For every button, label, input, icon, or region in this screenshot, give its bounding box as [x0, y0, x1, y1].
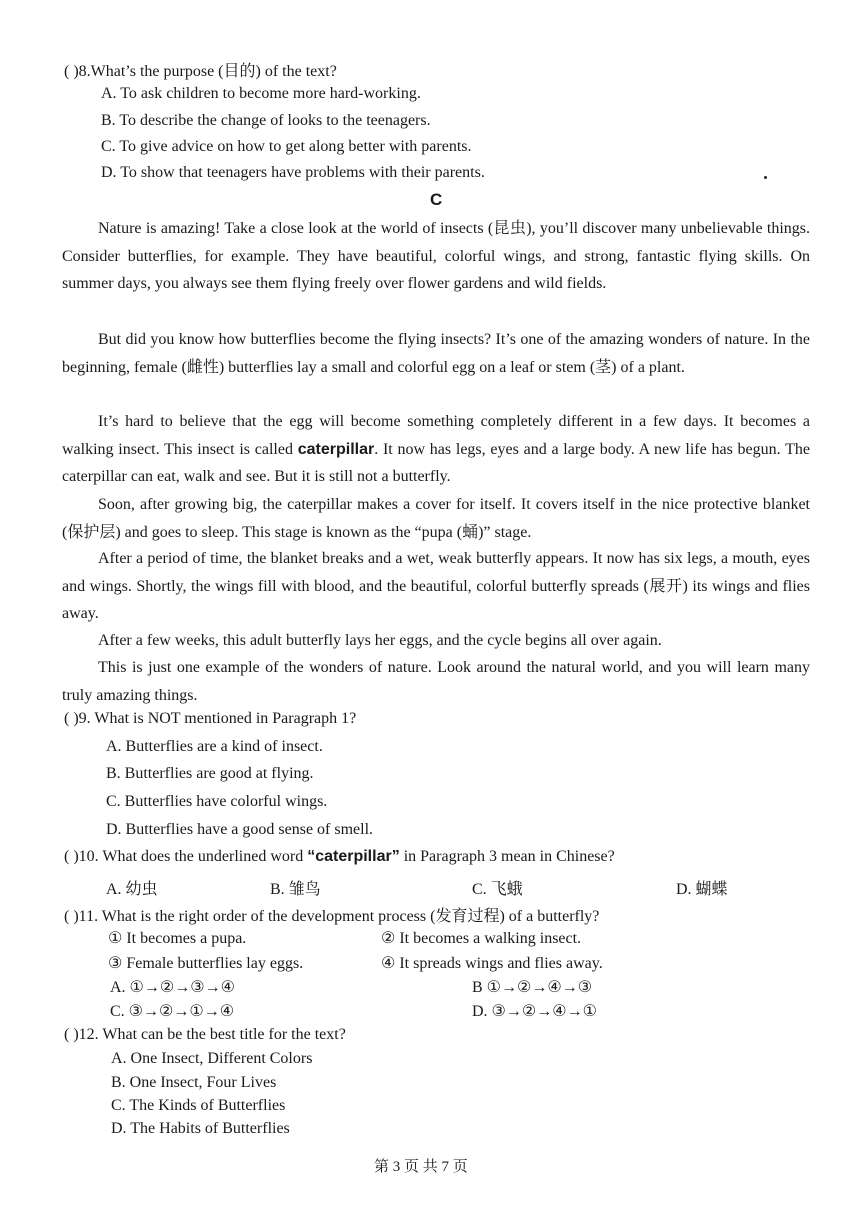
passage-paragraph-6: After a few weeks, this adult butterfly lays her eggs, and the cycle begins all over again. [98, 632, 662, 649]
q12-option-a: A. One Insect, Different Colors [111, 1050, 313, 1067]
q11-step-4: ④ It spreads wings and flies away. [381, 955, 603, 972]
q11-step-3: ③ Female butterflies lay eggs. [108, 955, 304, 972]
q10-option-b: B. 雏鸟 [270, 881, 321, 898]
stray-dot [764, 176, 767, 179]
q9-stem: ( )9. What is NOT mentioned in Paragraph 1? [64, 710, 357, 727]
q10-keyword: “caterpillar” [307, 848, 400, 865]
q9-option-a: A. Butterflies are a kind of insect. [106, 738, 323, 755]
q12-option-c: C. The Kinds of Butterflies [111, 1097, 286, 1114]
q8-option-d: D. To show that teenagers have problems with their parents. [101, 164, 485, 181]
q8-option-b: B. To describe the change of looks to the teenagers. [101, 112, 431, 129]
passage-paragraph-7: This is just one example of the wonders of nature. Look around the natural world, and you will learn many truly amazing things. [62, 659, 810, 704]
q12-option-b: B. One Insect, Four Lives [111, 1074, 277, 1091]
passage-paragraph-1: Nature is amazing! Take a close look at the world of insects (昆虫), you’ll discover many unbelievable things. Consider butterflies, for example. They have beautiful, colorful wings, and strong, fantastic flying skills. On summer days, you always see them flying freely over flower gardens and wild fields. [62, 220, 810, 292]
caterpillar-word: caterpillar [297, 440, 375, 458]
section-heading: C [430, 190, 443, 209]
passage-paragraph-5: After a period of time, the blanket breaks and a wet, weak butterfly appears. It now has six legs, a mouth, eyes and wings. Shortly, the wings fill with blood, and the beautiful, colorful butterfly spreads (展开) its wings and flies away. [62, 550, 810, 622]
q12-stem: ( )12. What can be the best title for the text? [64, 1026, 346, 1043]
passage-paragraph-2: But did you know how butterflies become the flying insects? It’s one of the amazing wonders of nature. In the beginning, female (雌性) butterflies lay a small and colorful egg on a leaf or stem (茎) of a plant. [62, 331, 810, 376]
q10-option-c: C. 飞蛾 [472, 881, 523, 898]
q9-option-b: B. Butterflies are good at flying. [106, 765, 314, 782]
q9-option-d: D. Butterflies have a good sense of smell. [106, 821, 374, 838]
q11-option-b: B ①→②→④→③ [472, 979, 593, 996]
q12-option-d: D. The Habits of Butterflies [111, 1120, 290, 1137]
q9-option-c: C. Butterflies have colorful wings. [106, 793, 328, 810]
q11-step-1: ① It becomes a pupa. [108, 930, 247, 947]
q11-step-2: ② It becomes a walking insect. [381, 930, 582, 947]
passage-paragraph-3: It’s hard to believe that the egg will become something completely different in a few days. It becomes a walking insect. This insect is called caterpillar. It now has legs, eyes and a large body. A new life has begun. The caterpillar can eat, walk and see. But it is still not a butterfly. [62, 413, 810, 485]
q10-option-d: D. 蝴蝶 [676, 881, 728, 898]
q8-option-a: A. To ask children to become more hard-working. [101, 85, 421, 102]
q8-option-c: C. To give advice on how to get along better with parents. [101, 138, 472, 155]
q11-stem: ( )11. What is the right order of the development process (发育过程) of a butterfly? [64, 908, 600, 925]
page-footer: 第 3 页 共 7 页 [374, 1159, 468, 1175]
q10-option-a: A. 幼虫 [106, 881, 158, 898]
passage-paragraph-4: Soon, after growing big, the caterpillar makes a cover for itself. It covers itself in the nice protective blanket (保护层) and goes to sleep. This stage is known as the “pupa (蛹)” stage. [62, 496, 810, 541]
q10-stem: ( )10. What does the underlined word “caterpillar” in Paragraph 3 mean in Chinese? [64, 848, 615, 865]
q11-option-c: C. ③→②→①→④ [110, 1003, 235, 1020]
q8-stem: ( )8.What’s the purpose (目的) of the text? [64, 63, 337, 80]
q11-option-a: A. ①→②→③→④ [110, 979, 235, 996]
q11-option-d: D. ③→②→④→① [472, 1003, 597, 1020]
